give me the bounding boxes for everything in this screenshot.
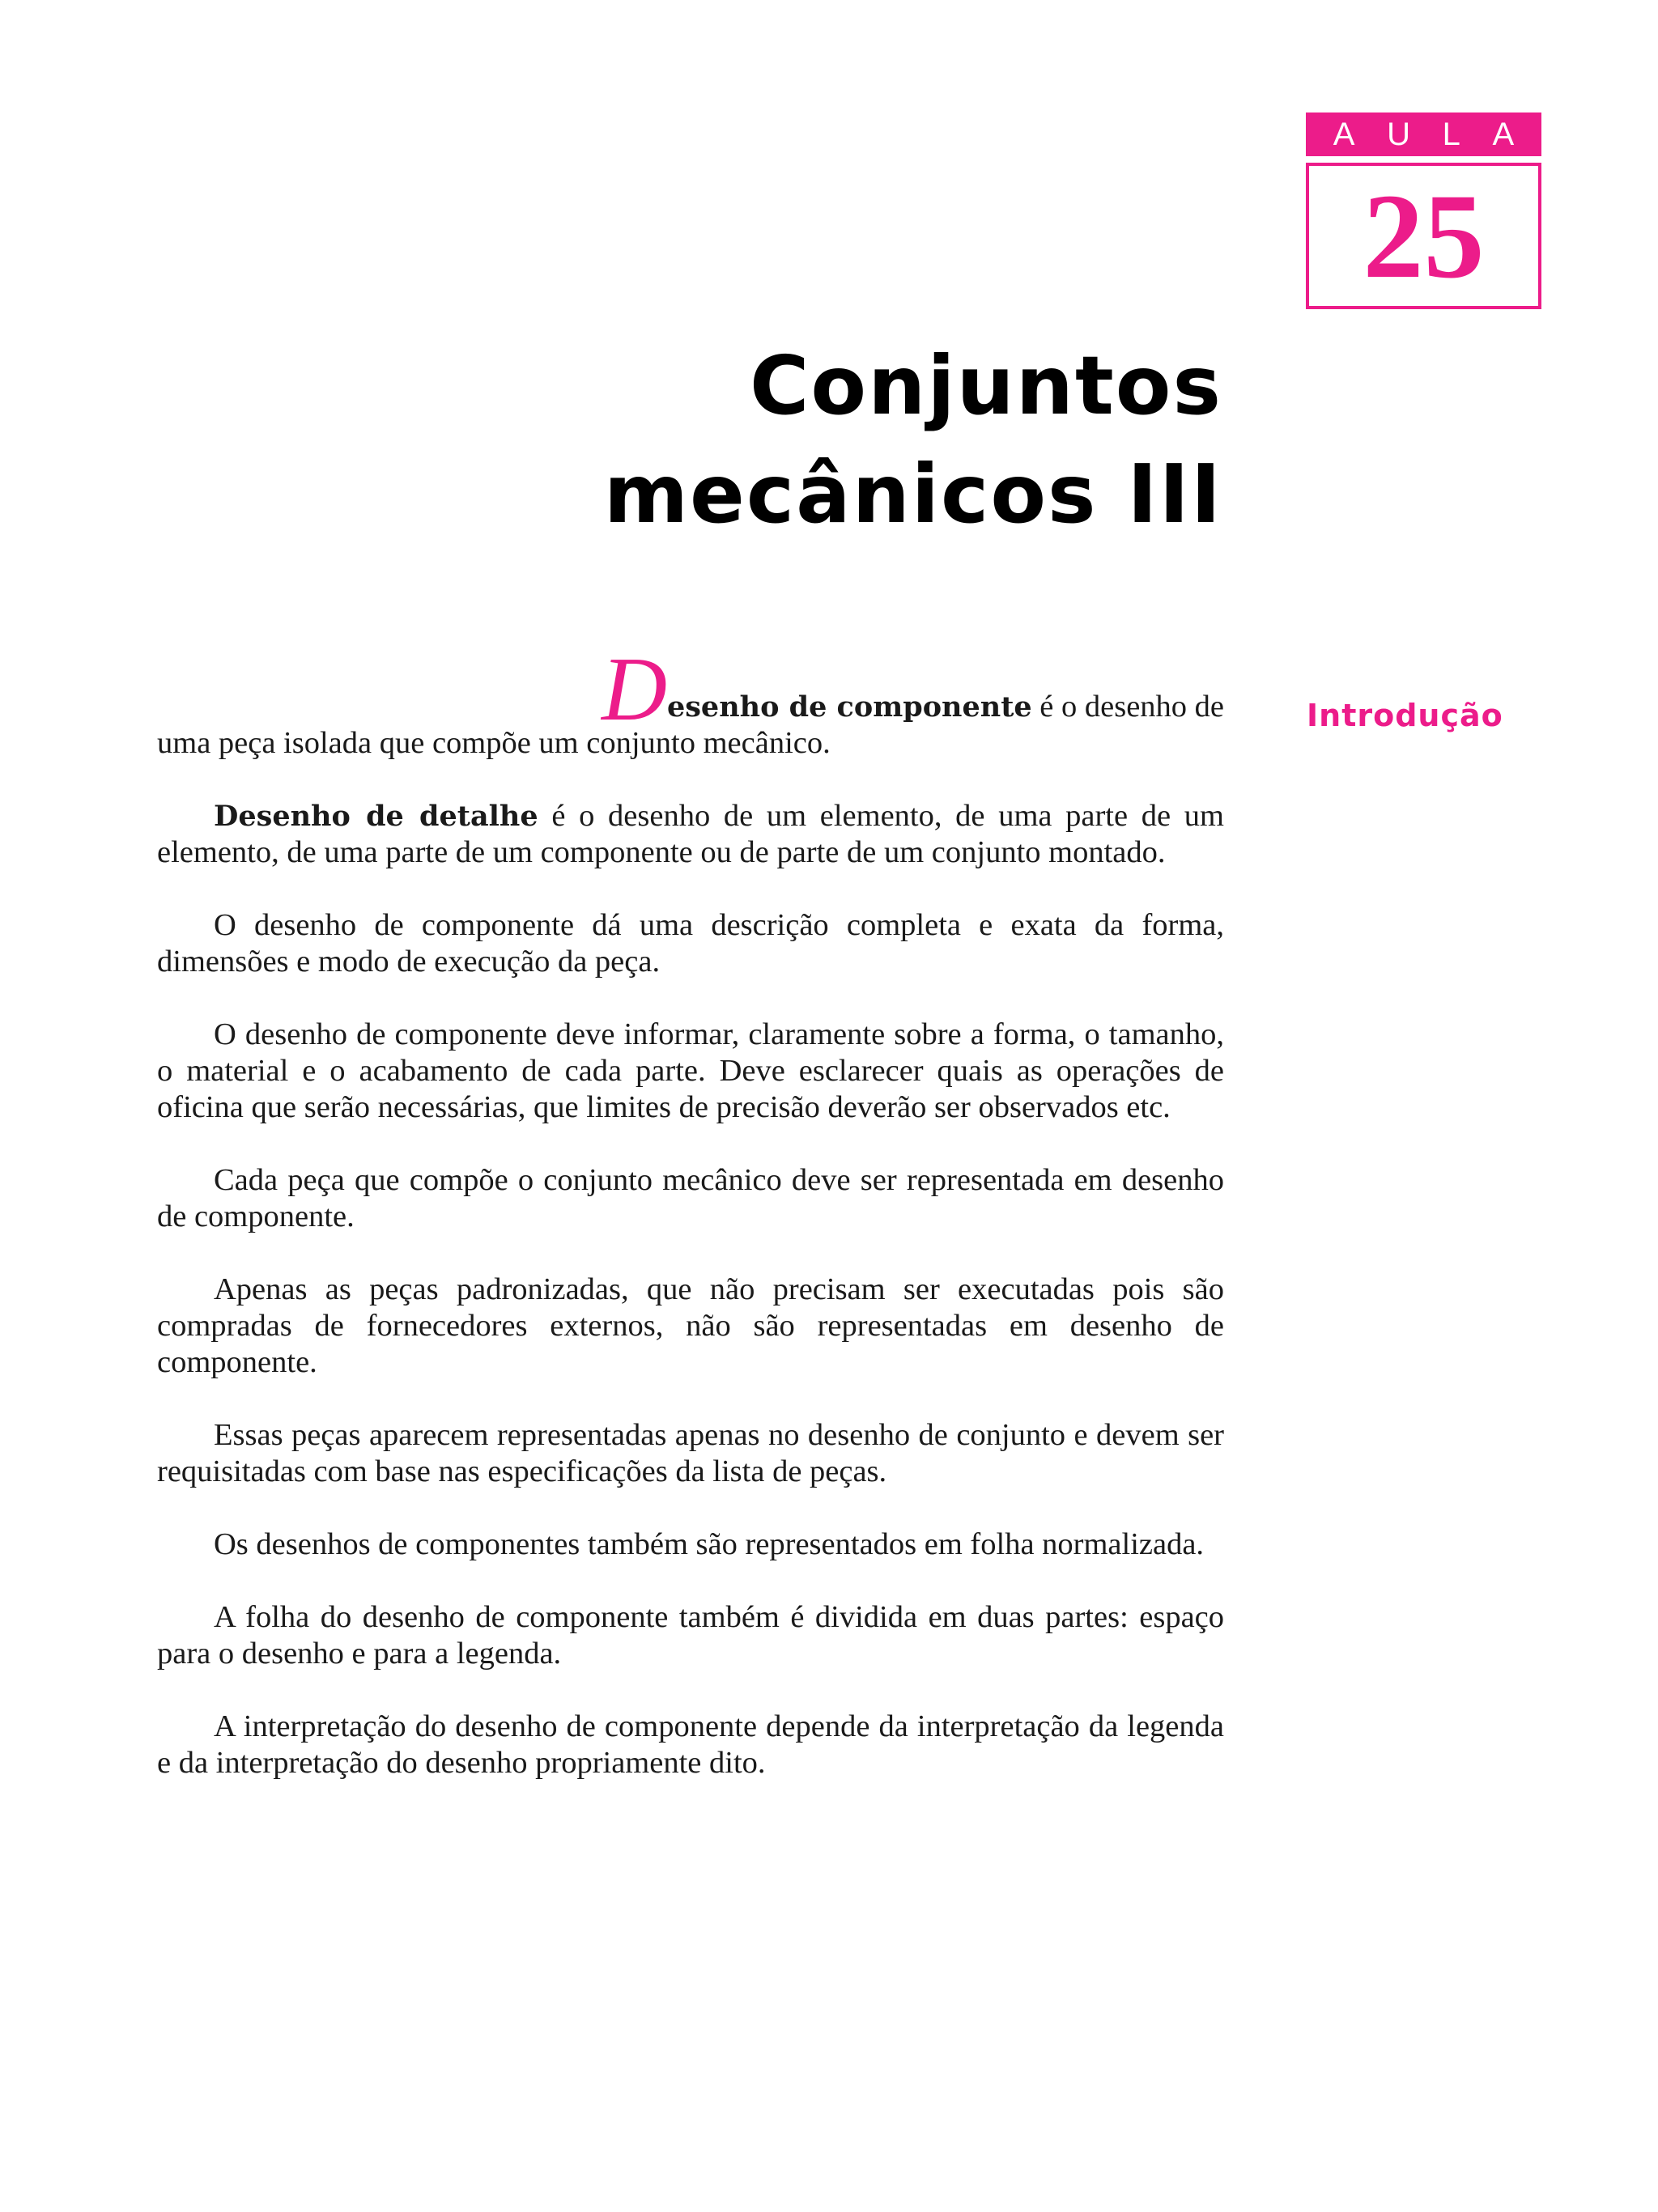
badge-letter: U bbox=[1387, 116, 1410, 152]
paragraph-text: é o desenho de um elemento, de uma parte de um elemento, de uma parte de um componente ou de parte de um conjunto montado. bbox=[157, 799, 1224, 869]
section-label: Introdução bbox=[1307, 698, 1503, 733]
badge-letter: A bbox=[1333, 116, 1355, 152]
paragraph: O desenho de componente deve informar, claramente sobre a forma, o tamanho, o material e o acabamento de cada parte. Deve esclarecer quais as operações de oficina que serão necessárias, que limites de precisão deverão ser observados etc. bbox=[157, 1017, 1224, 1124]
paragraph: A interpretação do desenho de componente depende da interpretação da legenda e da interpretação do desenho propriamente dito. bbox=[157, 1709, 1224, 1780]
lesson-number: 25 bbox=[1306, 163, 1541, 309]
page-title-line2: mecânicos III bbox=[603, 447, 1222, 541]
badge-letter: L bbox=[1442, 116, 1460, 152]
page-title-line1: Conjuntos bbox=[750, 338, 1222, 433]
paragraph: A folha do desenho de componente também é dividida em duas partes: espaço para o desenho e para a legenda. bbox=[157, 1600, 1224, 1671]
paragraph: Cada peça que compõe o conjunto mecânico deve ser representada em desenho de componente. bbox=[157, 1163, 1224, 1233]
lesson-badge bbox=[1306, 113, 1541, 316]
paragraph: Apenas as peças padronizadas, que não precisam ser executadas pois são compradas de fornecedores externos, não são representadas em desenho de componente. bbox=[157, 1272, 1224, 1379]
paragraph bbox=[157, 798, 1224, 871]
page-title bbox=[604, 332, 1222, 549]
intro-second-line: uma peça isolada que compõe um conjunto mecânico. bbox=[157, 726, 831, 760]
intro-line1-rest: é o desenho de bbox=[1031, 690, 1224, 724]
intro-bold-term: esenho de componente bbox=[666, 690, 1032, 724]
paragraph: O desenho de componente dá uma descrição completa e exata da forma, dimensões e modo de execução da peça. bbox=[157, 908, 1224, 979]
paragraph: Os desenhos de componentes também são representados em folha normalizada. bbox=[214, 1527, 1205, 1561]
paragraph: Essas peças aparecem representadas apenas no desenho de conjunto e devem ser requisitadas com base nas especificações da lista de peças. bbox=[157, 1418, 1224, 1488]
drop-cap: D bbox=[602, 639, 667, 740]
lesson-badge-header bbox=[1306, 113, 1541, 156]
intro-first-line bbox=[157, 639, 1224, 740]
paragraph-bold-term: Desenho de detalhe bbox=[214, 800, 538, 833]
badge-letter: A bbox=[1492, 116, 1515, 152]
body-text bbox=[157, 639, 1224, 1818]
